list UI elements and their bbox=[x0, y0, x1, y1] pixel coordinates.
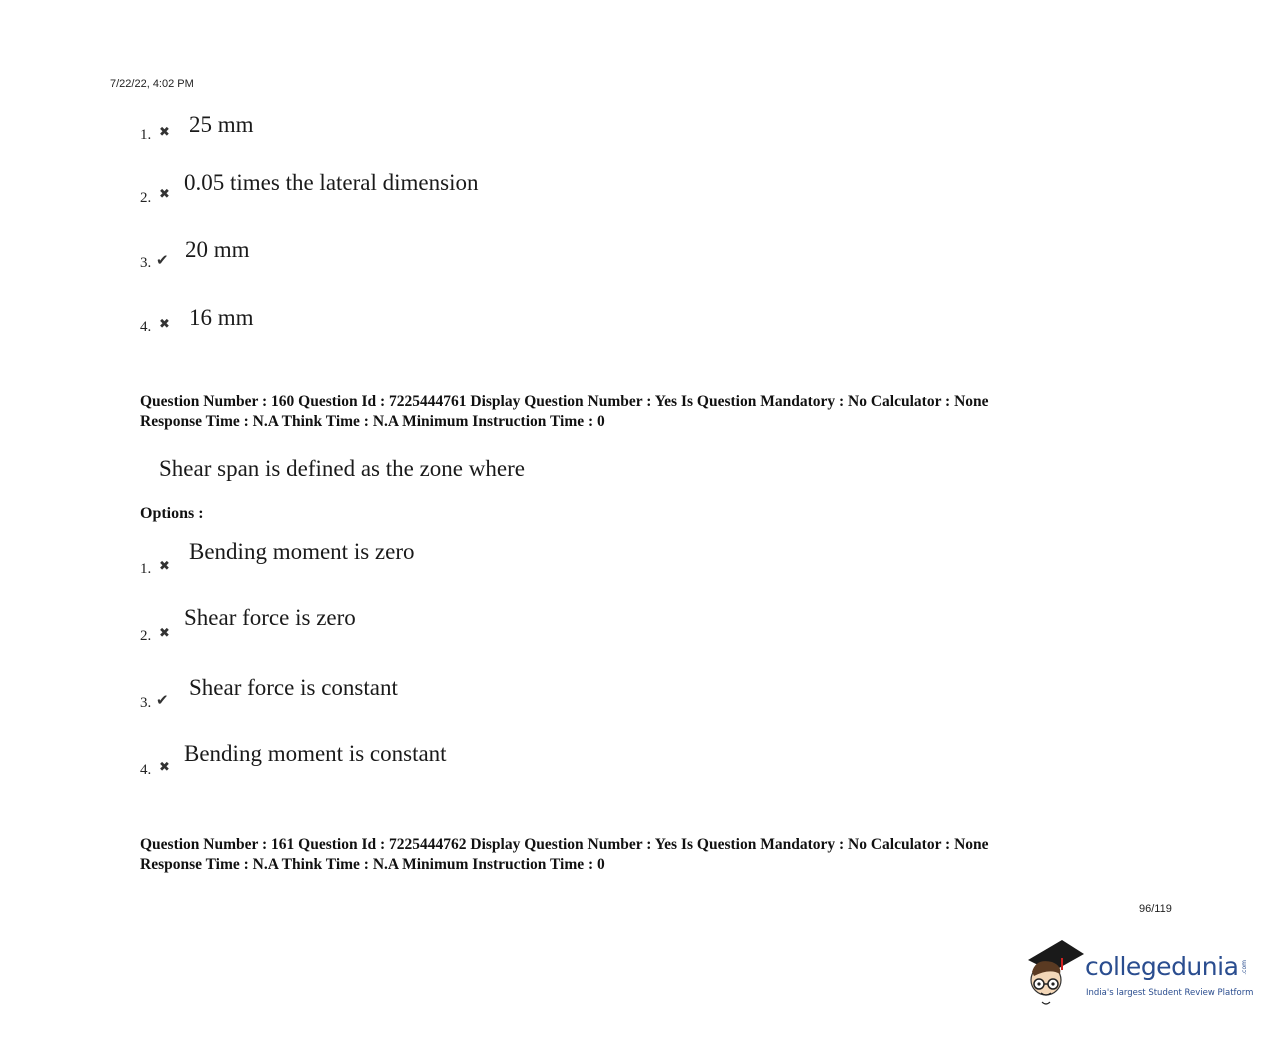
option-number: 4. bbox=[140, 319, 152, 335]
option-number: 3. bbox=[140, 695, 152, 711]
question-meta-line1: Question Number : 161 Question Id : 7225444762 Display Question Number : Yes Is Question Mandatory : No Calculator : None bbox=[140, 836, 989, 853]
option-text: 0.05 times the lateral dimension bbox=[184, 170, 479, 195]
option-number: 4. bbox=[140, 762, 152, 778]
question-meta bbox=[140, 392, 989, 432]
option-text: 25 mm bbox=[189, 112, 254, 137]
question-meta-line1: Question Number : 160 Question Id : 7225444761 Display Question Number : Yes Is Question Mandatory : No Calculator : None bbox=[140, 393, 989, 410]
logo-suffix: .com bbox=[1241, 960, 1248, 975]
option-text: Bending moment is constant bbox=[184, 741, 447, 766]
logo-wordmark: collegedunia bbox=[1085, 952, 1239, 981]
wrong-mark-icon: ✖ bbox=[159, 760, 170, 775]
wrong-mark-icon: ✖ bbox=[159, 626, 170, 641]
option-number: 3. bbox=[140, 255, 152, 271]
wrong-mark-icon: ✖ bbox=[159, 125, 170, 140]
wrong-mark-icon: ✖ bbox=[159, 187, 170, 202]
question-meta-line2: Response Time : N.A Think Time : N.A Minimum Instruction Time : 0 bbox=[140, 856, 605, 873]
option-text: 20 mm bbox=[185, 237, 250, 262]
question-meta bbox=[140, 835, 989, 875]
option-number: 2. bbox=[140, 628, 152, 644]
question-text: Shear span is defined as the zone where bbox=[159, 456, 525, 481]
option-number: 2. bbox=[140, 190, 152, 206]
wrong-mark-icon: ✖ bbox=[159, 317, 170, 332]
wrong-mark-icon: ✖ bbox=[159, 559, 170, 574]
logo-tagline: India's largest Student Review Platform bbox=[1086, 988, 1254, 998]
check-mark-icon: ✔ bbox=[156, 251, 169, 269]
option-number: 1. bbox=[140, 127, 152, 143]
option-text: Shear force is constant bbox=[189, 675, 398, 700]
option-number: 1. bbox=[140, 561, 152, 577]
mascot-icon bbox=[1022, 940, 1086, 1010]
question-meta-line2: Response Time : N.A Think Time : N.A Minimum Instruction Time : 0 bbox=[140, 413, 605, 430]
options-label: Options : bbox=[140, 505, 204, 522]
page-number: 96/119 bbox=[1139, 903, 1172, 915]
option-text: Shear force is zero bbox=[184, 605, 356, 630]
print-timestamp: 7/22/22, 4:02 PM bbox=[110, 78, 194, 90]
check-mark-icon: ✔ bbox=[156, 691, 169, 709]
option-text: Bending moment is zero bbox=[189, 539, 415, 564]
option-text: 16 mm bbox=[189, 305, 254, 330]
